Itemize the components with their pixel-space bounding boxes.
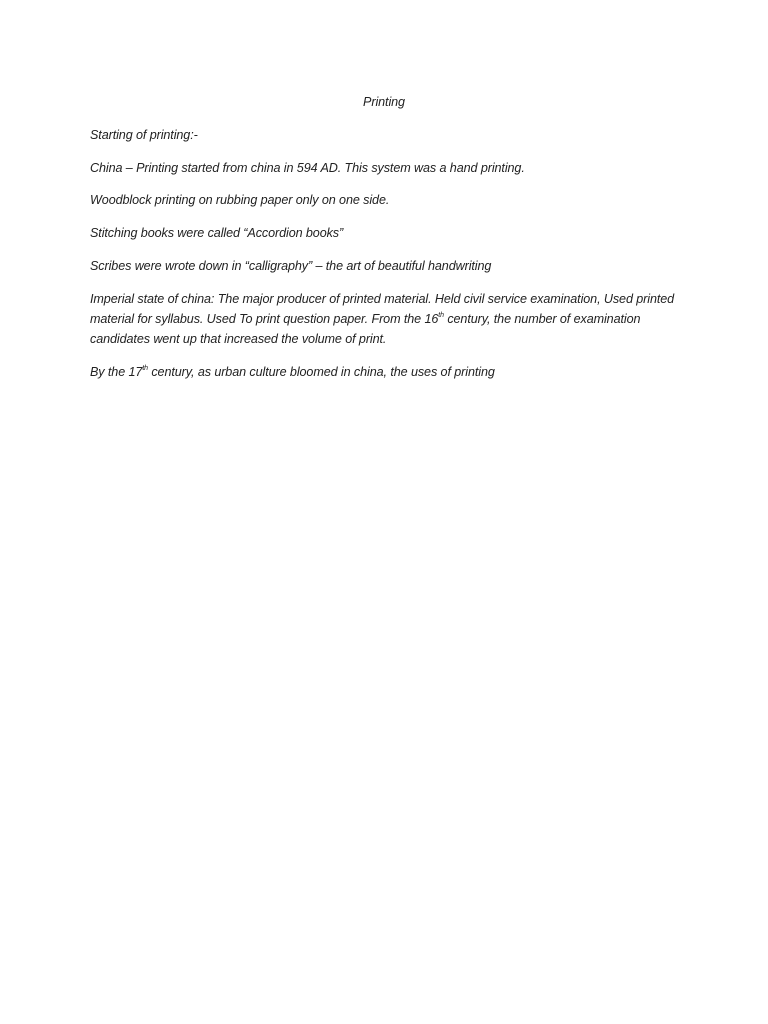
paragraph-woodblock-printing: Woodblock printing on rubbing paper only on one side. xyxy=(90,193,390,207)
paragraph-imperial-state-text-after: century, the number of examination candidates went up that increased the volume of print. xyxy=(90,312,641,346)
superscript-th: th xyxy=(142,364,148,372)
paragraph-17th-century-text-after: century, as urban culture bloomed in china, the uses of printing xyxy=(147,365,495,379)
document-title: Printing xyxy=(363,95,405,109)
paragraph-imperial-state xyxy=(90,289,680,349)
paragraph-imperial-state-text-before: Imperial state of china: The major producer of printed material. Held civil service examination, Used printed material for syllabus. Used To print question paper. From the 16 xyxy=(90,292,675,326)
paragraph-17th-century-text-before: By the 17 xyxy=(90,365,143,379)
paragraph-accordion-books: Stitching books were called “Accordion books” xyxy=(90,226,344,240)
paragraph-starting-of-printing: Starting of printing:- xyxy=(90,128,198,142)
paragraph-calligraphy: Scribes were wrote down in “calligraphy” – the art of beautiful handwriting xyxy=(90,259,492,273)
paragraph-china-printing: China – Printing started from china in 594 AD. This system was a hand printing. xyxy=(90,161,525,175)
paragraph-17th-century xyxy=(90,362,680,382)
superscript-th: th xyxy=(438,311,444,319)
